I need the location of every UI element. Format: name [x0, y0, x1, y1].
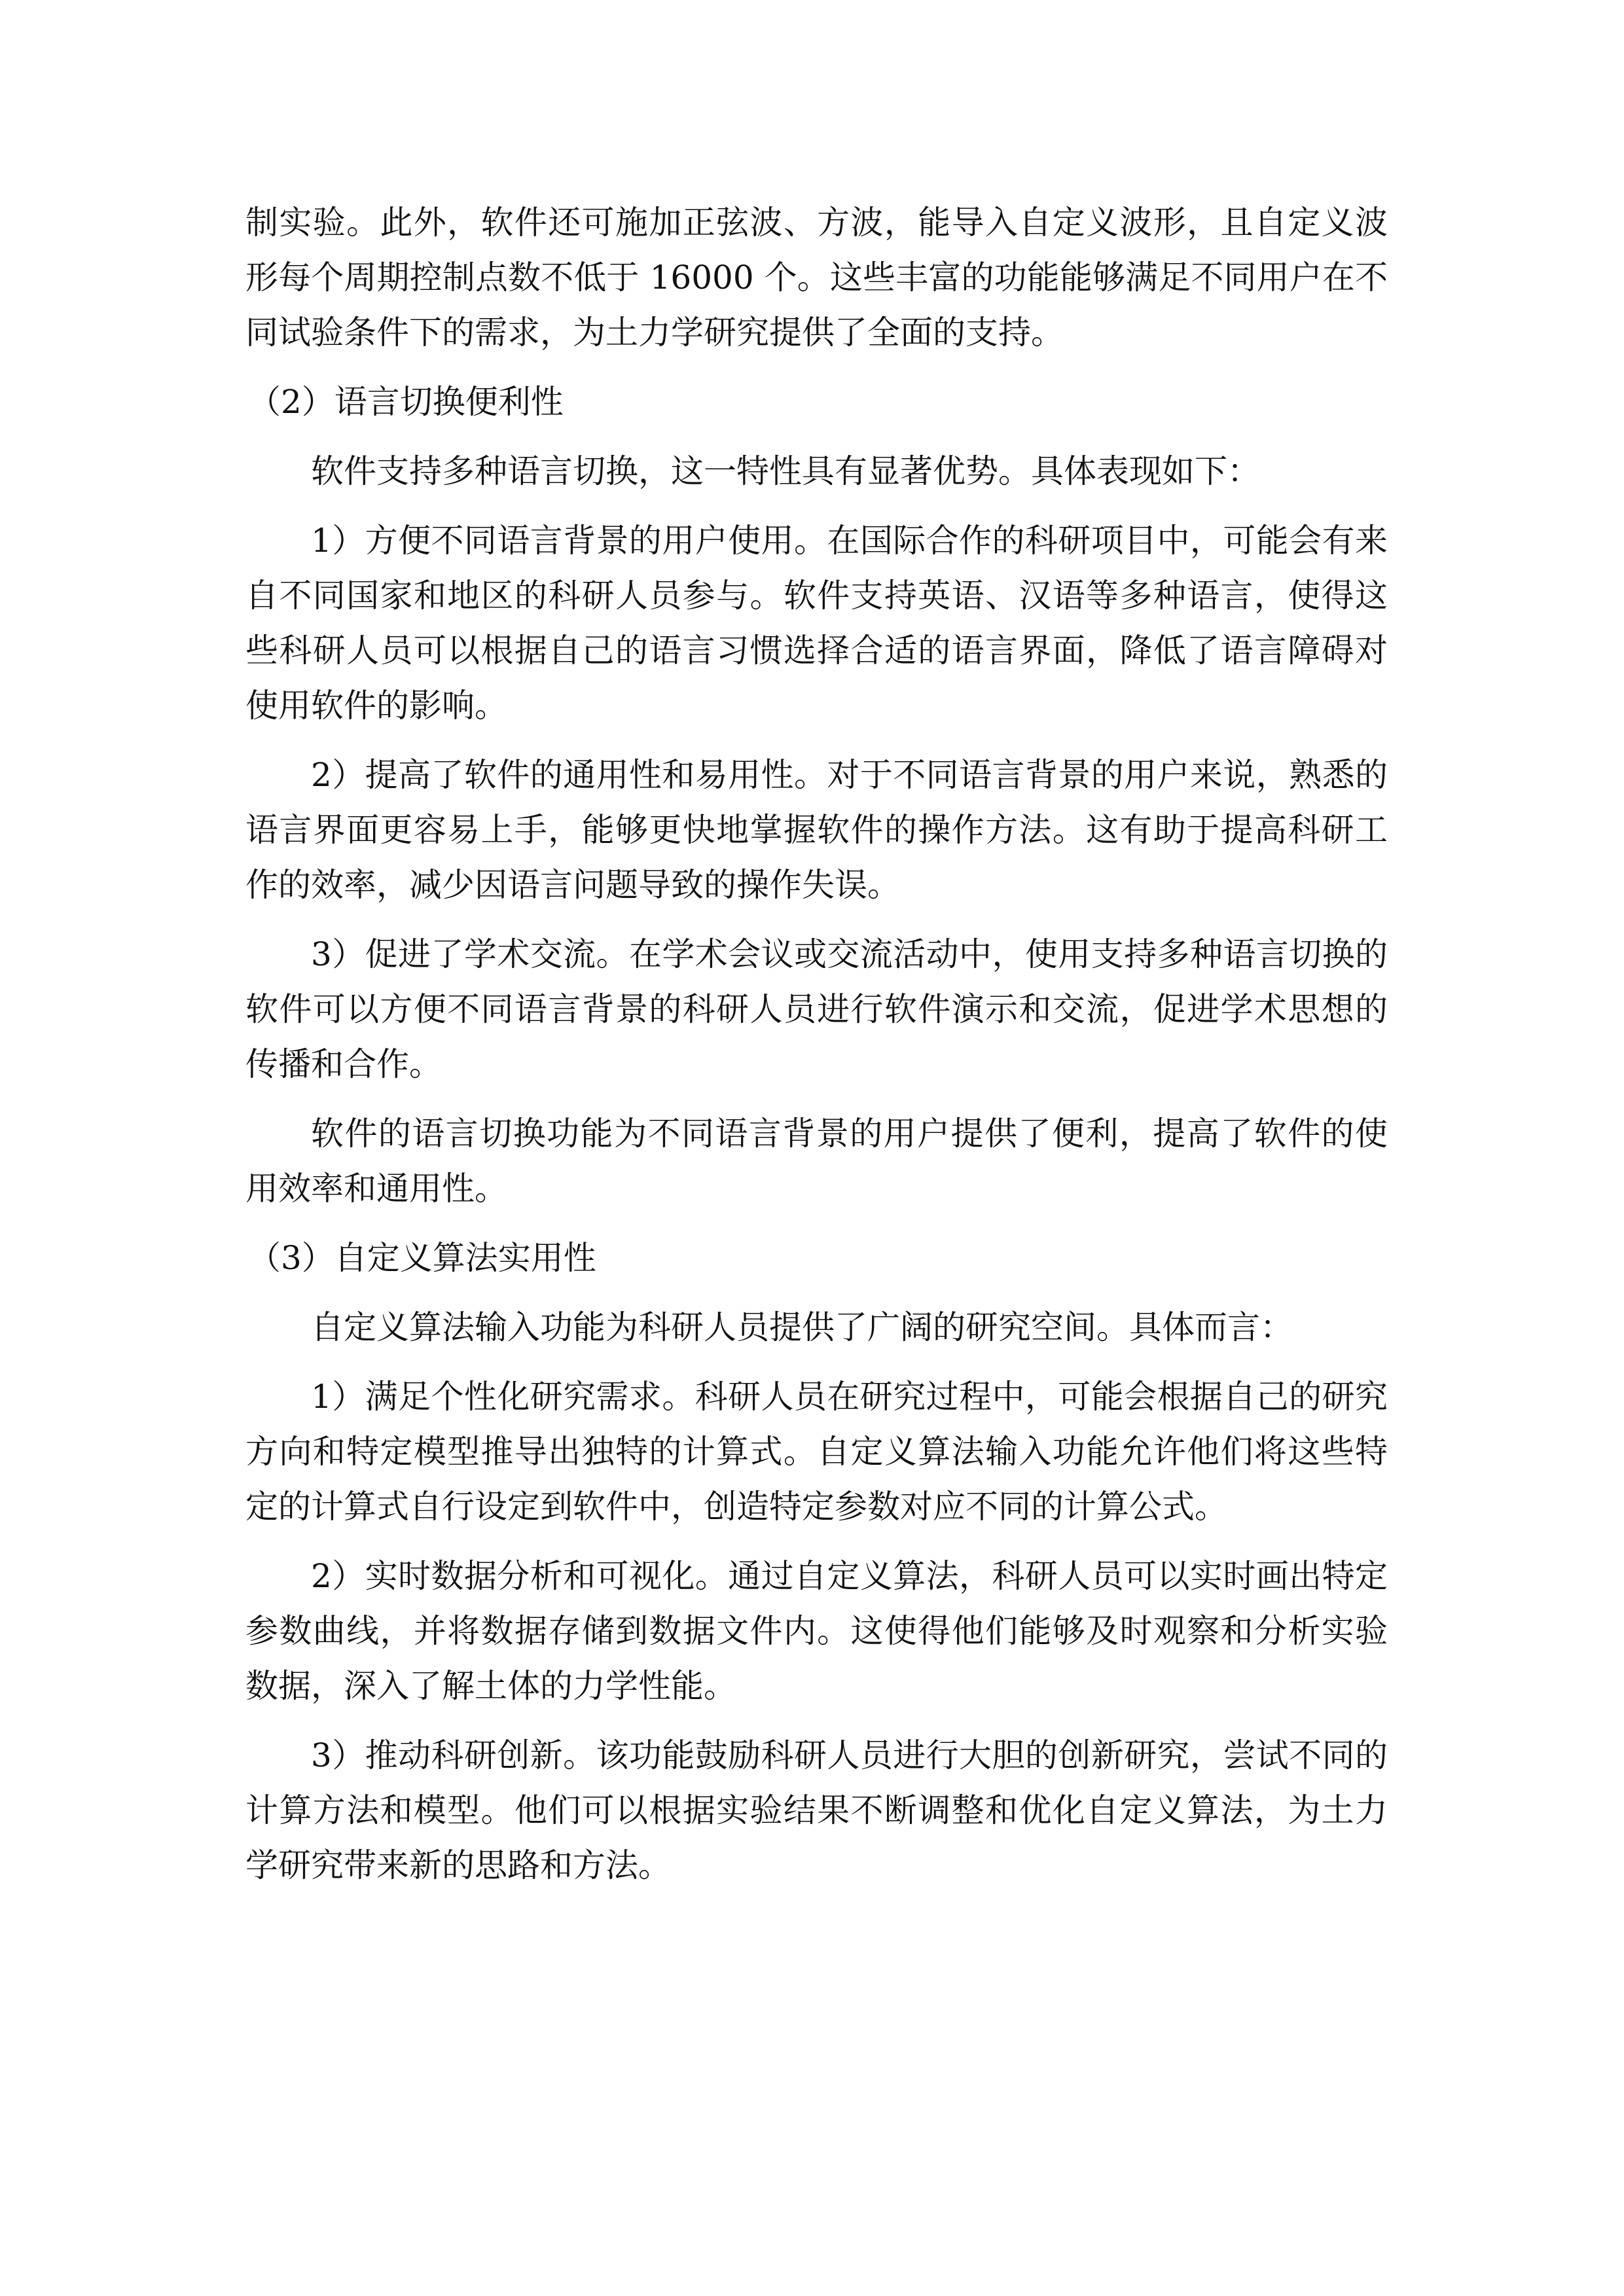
paragraph-language-point-2: 2）提高了软件的通用性和易用性。对于不同语言背景的用户来说，熟悉的语言界面更容易上手，能够更快地掌握软件的操作方法。这有助于提高科研工作的效率，减少因语言问题导致的操作失误。	[245, 756, 1388, 904]
paragraph-language-point-1: 1）方便不同语言背景的用户使用。在国际合作的科研项目中，可能会有来自不同国家和地区的科研人员参与。软件支持英语、汉语等多种语言，使得这些科研人员可以根据自己的语言习惯选择合适的语言界面，降低了语言障碍对使用软件的影响。	[245, 522, 1388, 725]
document-page	[245, 195, 1388, 1893]
paragraph-intro-continuation: 制实验。此外，软件还可施加正弦波、方波，能导入自定义波形，且自定义波形每个周期控制点数不低于 16000 个。这些丰富的功能能够满足不同用户在不同试验条件下的需求，为土力学研究提供了全面的支持。	[245, 204, 1388, 351]
section-heading-custom-algorithm: （3）自定义算法实用性	[248, 1239, 596, 1277]
paragraph-language-summary: 软件的语言切换功能为不同语言背景的用户提供了便利，提高了软件的使用效率和通用性。	[245, 1115, 1388, 1208]
paragraph-language-overview: 软件支持多种语言切换，这一特性具有显著优势。具体表现如下：	[311, 452, 1260, 490]
paragraph-algorithm-overview: 自定义算法输入功能为科研人员提供了广阔的研究空间。具体而言：	[311, 1308, 1293, 1346]
paragraph-algorithm-point-1: 1）满足个性化研究需求。科研人员在研究过程中，可能会根据自己的研究方向和特定模型推导出独特的计算式。自定义算法输入功能允许他们将这些特定的计算式自行设定到软件中，创造特定参数对应不同的计算公式。	[245, 1378, 1388, 1526]
paragraph-algorithm-point-3: 3）推动科研创新。该功能鼓励科研人员进行大胆的创新研究，尝试不同的计算方法和模型。他们可以根据实验结果不断调整和优化自定义算法，为土力学研究带来新的思路和方法。	[245, 1736, 1388, 1884]
paragraph-language-point-3: 3）促进了学术交流。在学术会议或交流活动中，使用支持多种语言切换的软件可以方便不同语言背景的科研人员进行软件演示和交流，促进学术思想的传播和合作。	[245, 935, 1388, 1083]
section-heading-language-switching: （2）语言切换便利性	[248, 383, 564, 421]
paragraph-algorithm-point-2: 2）实时数据分析和可视化。通过自定义算法，科研人员可以实时画出特定参数曲线，并将数据存储到数据文件内。这使得他们能够及时观察和分析实验数据，深入了解土体的力学性能。	[245, 1557, 1388, 1705]
